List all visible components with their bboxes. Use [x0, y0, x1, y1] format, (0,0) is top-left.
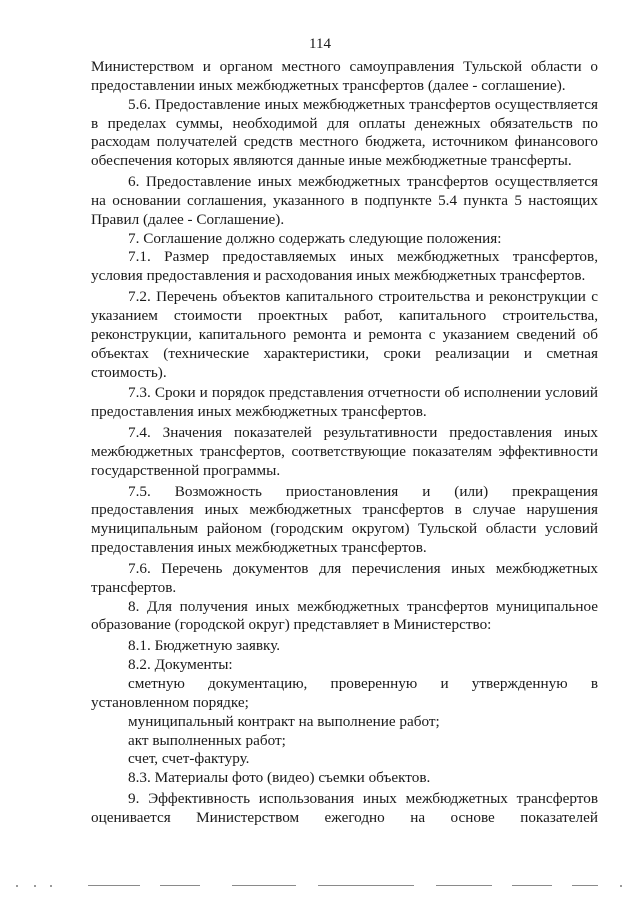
scan-artifact: [232, 885, 296, 886]
text-line: предоставления иных межбюджетных трансфертов.: [91, 539, 427, 557]
text-line: предоставления иных межбюджетных трансфертов.: [91, 403, 427, 421]
paragraph-8-1-line: 8.1. Бюджетную заявку.: [128, 637, 281, 655]
text-line: установленном порядке;: [91, 693, 249, 711]
paragraph-7-3-line: 7.3. Сроки и порядок представления отчетности об исполнении условий: [128, 384, 598, 402]
scan-artifact: [512, 885, 552, 886]
paragraph-7-1-line: 7.1. Размер предоставляемых иных межбюджетных трансфертов,: [128, 248, 598, 266]
text-line: указанием стоимости проектных работ, капитального строительства,: [91, 306, 598, 324]
scan-artifact: [34, 885, 36, 887]
text-line: межбюджетных трансфертов, соответствующие показателям эффективности: [91, 442, 598, 460]
paragraph-7-5-line: 7.5. Возможность приостановления и (или) прекращения: [128, 482, 598, 500]
text-line: стоимость).: [91, 363, 167, 381]
scan-artifact: [160, 885, 200, 886]
text-line: условия предоставления и расходования иных межбюджетных трансфертов.: [91, 267, 586, 285]
text-line: в пределах суммы, необходимой для оплаты денежных обязательств по: [91, 114, 598, 132]
scan-artifact: [620, 885, 622, 887]
text-line: обеспечения которых являются данные иные межбюджетные трансферты.: [91, 152, 572, 170]
list-item-line: акт выполненных работ;: [128, 731, 286, 749]
text-line: объектах (технические характеристики, сроки реализации и сметная: [91, 344, 598, 362]
text-line: образование (городской округ) представляет в Министерство:: [91, 616, 492, 634]
text-line: Министерством и органом местного самоуправления Тульской области о: [91, 58, 598, 75]
text-line: расходам получателей средств местного бюджета, источником финансового: [91, 133, 598, 151]
scan-artifact: [318, 885, 414, 886]
page-number: 114: [309, 36, 331, 52]
scan-artifact: [16, 885, 18, 887]
text-line: муниципальным районом (городским округом) Тульской области условий: [91, 520, 598, 538]
paragraph-7-line: 7. Соглашение должно содержать следующие положения:: [128, 229, 502, 247]
scan-artifact: [572, 885, 598, 886]
paragraph-8-3-line: 8.3. Материалы фото (видео) съемки объектов.: [128, 769, 431, 787]
list-item-line: муниципальный контракт на выполнение работ;: [128, 712, 440, 730]
scan-artifact-line: [0, 885, 640, 887]
text-line: Правил (далее - Соглашение).: [91, 210, 285, 228]
paragraph-7-2-line: 7.2. Перечень объектов капитального строительства и реконструкции с: [128, 288, 598, 306]
scan-artifact: [88, 885, 140, 886]
list-item-line: счет, счет-фактуру.: [128, 750, 250, 768]
text-line: предоставления иных межбюджетных трансфертов в случае нарушения: [91, 501, 598, 519]
text-line: реконструкции, капитального ремонта и ремонта с указанием сведений об: [91, 325, 598, 343]
paragraph-7-6-line: 7.6. Перечень документов для перечисления иных межбюджетных: [128, 559, 598, 577]
paragraph-7-4-line: 7.4. Значения показателей результативности предоставления иных: [128, 424, 598, 442]
text-line: оценивается Министерством ежегодно на основе показателей: [91, 808, 598, 826]
text-line: на основании соглашения, указанного в подпункте 5.4 пункта 5 настоящих: [91, 191, 598, 209]
text-line: государственной программы.: [91, 461, 281, 479]
list-item-line: сметную документацию, проверенную и утвержденную в: [128, 675, 598, 692]
text-line: трансфертов.: [91, 578, 177, 596]
text-line: предоставлении иных межбюджетных трансфертов (далее - соглашение).: [91, 76, 566, 94]
scan-artifact: [50, 885, 52, 887]
paragraph-8-line: 8. Для получения иных межбюджетных трансфертов муниципальное: [128, 597, 598, 615]
scan-artifact: [436, 885, 492, 886]
paragraph-8-2-line: 8.2. Документы:: [128, 656, 233, 674]
paragraph-9-line: 9. Эффективность использования иных межбюджетных трансфертов: [128, 790, 598, 808]
document-body: [91, 58, 598, 828]
paragraph-5-6-line: 5.6. Предоставление иных межбюджетных трансфертов осуществляется: [128, 95, 598, 113]
paragraph-6-line: 6. Предоставление иных межбюджетных трансфертов осуществляется: [128, 173, 598, 191]
